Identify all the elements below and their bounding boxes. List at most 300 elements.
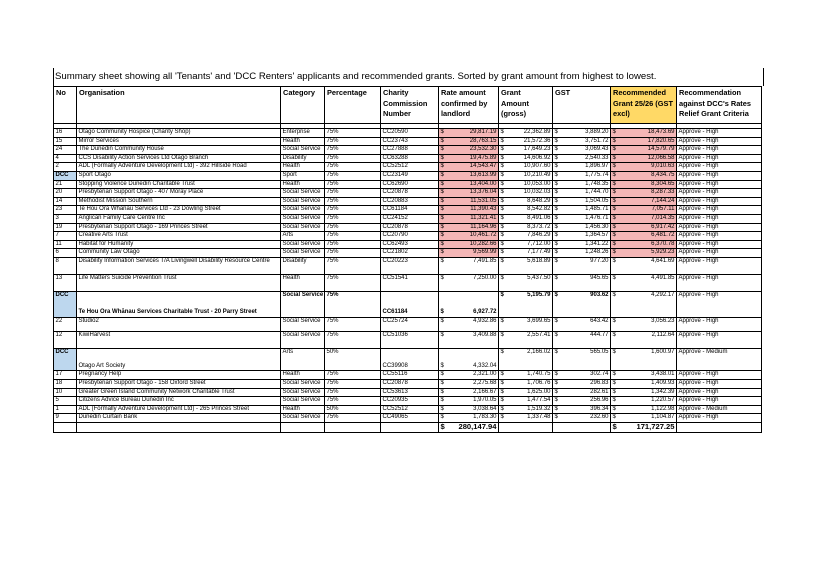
header-rate-amount: Rate amount confirmed by landlord	[439, 87, 499, 124]
gst-amount-value: 1,248.26	[585, 249, 609, 256]
gst-amount	[553, 318, 611, 332]
grants-table	[53, 86, 762, 433]
grant-amount	[499, 180, 553, 189]
grant-amount	[499, 388, 553, 397]
charity-number: CC20878	[381, 223, 439, 232]
organisation-name: Presbyterian Support Otago - 158 Oxford Street	[77, 379, 281, 388]
percentage: 75%	[325, 206, 381, 215]
criteria-recommendation: Approve - Medium	[677, 405, 762, 414]
charity-number: CC39908	[381, 349, 439, 371]
gst-amount-value: 977.20	[590, 257, 609, 264]
currency-symbol: $	[612, 379, 616, 386]
grant-amount	[499, 223, 553, 232]
grant-amount	[499, 257, 553, 274]
currency-symbol: $	[500, 146, 504, 153]
currency-symbol: $	[612, 414, 616, 421]
recommended-grant	[611, 214, 677, 223]
rate-amount-value: 2,166.67	[473, 388, 497, 395]
category: Social Service	[281, 197, 325, 206]
recommended-grant-value: 12,066.58	[647, 154, 675, 161]
rate-amount	[439, 214, 499, 223]
percentage: 75%	[325, 197, 381, 206]
organisation-name: Te Hou Ora Whanau Services Ltd - 23 Dowling Street	[77, 206, 281, 215]
charity-number: CC63288	[381, 154, 439, 163]
category: Health	[281, 137, 325, 146]
grant-amount-value: 1,706.76	[527, 379, 551, 386]
gst-amount-value: 296.83	[590, 379, 609, 386]
gst-amount	[553, 371, 611, 380]
recommended-grant	[611, 371, 677, 380]
table-row	[54, 163, 762, 172]
rate-amount-value: 1,970.05	[473, 397, 497, 404]
rate-amount	[439, 197, 499, 206]
currency-symbol: $	[440, 232, 444, 239]
criteria-recommendation: Approve - High	[677, 223, 762, 232]
recommended-grant-value: 17,820.65	[647, 137, 675, 144]
rate-amount-value: 11,321.41	[470, 214, 497, 221]
recommended-grant-value: 6,370.78	[651, 240, 675, 247]
currency-symbol: $	[440, 189, 444, 196]
totals-empty-cell	[281, 422, 325, 432]
gst-amount	[553, 232, 611, 241]
currency-symbol: $	[554, 240, 558, 247]
grant-amount	[499, 414, 553, 423]
rate-amount	[439, 137, 499, 146]
currency-symbol: $	[554, 257, 558, 264]
category: Social Service	[281, 388, 325, 397]
currency-symbol: $	[440, 318, 444, 325]
currency-symbol: $	[612, 214, 616, 221]
grant-amount	[499, 405, 553, 414]
header-recommended-grant: Recommended Grant 25/26 (GST excl)	[611, 87, 677, 124]
recommended-grant	[611, 223, 677, 232]
charity-number: CC52512	[381, 405, 439, 414]
table-row	[54, 349, 762, 371]
gst-amount-value: 643.42	[590, 318, 609, 325]
gst-amount	[553, 137, 611, 146]
currency-symbol: $	[612, 137, 616, 144]
gst-amount	[553, 129, 611, 138]
rate-amount-value: 19,475.89	[469, 154, 497, 161]
currency-symbol: $	[554, 397, 558, 404]
totals-row	[54, 422, 762, 432]
rate-amount-value: 13,376.04	[469, 189, 497, 196]
row-number: 11	[54, 240, 77, 249]
row-number: 4	[54, 154, 77, 163]
currency-symbol: $	[554, 189, 558, 196]
rate-amount	[439, 349, 499, 371]
percentage: 75%	[325, 331, 381, 348]
gst-amount-value: 1,744.70	[585, 189, 609, 196]
currency-symbol: $	[554, 318, 558, 325]
charity-number: CC51541	[381, 275, 439, 292]
table-row	[54, 171, 762, 180]
row-number: 10	[54, 388, 77, 397]
row-number: 2	[54, 163, 77, 172]
rate-amount-value: 10,282.66	[469, 240, 497, 247]
table-row	[54, 318, 762, 332]
criteria-recommendation: Approve - High	[677, 414, 762, 423]
currency-symbol: $	[612, 232, 616, 239]
organisation-name: Creative Arts Trust	[77, 232, 281, 241]
currency-symbol: $	[500, 180, 504, 187]
table-row	[54, 214, 762, 223]
percentage: 75%	[325, 214, 381, 223]
table-row	[54, 292, 762, 318]
table-row	[54, 257, 762, 274]
organisation-name: Otago Art Society	[77, 349, 281, 371]
rate-amount	[439, 223, 499, 232]
row-number: DCC	[54, 171, 77, 180]
rate-amount-value: 2,321.00	[473, 371, 497, 378]
rate-amount-value: 4,332.04	[473, 362, 497, 369]
currency-symbol: $	[554, 154, 558, 161]
recommended-grant	[611, 275, 677, 292]
organisation-name: Pregnancy Help	[77, 371, 281, 380]
row-number: 8	[54, 257, 77, 274]
table-row	[54, 371, 762, 380]
grant-amount	[499, 137, 553, 146]
currency-symbol: $	[554, 197, 558, 204]
currency-symbol: $	[612, 371, 616, 378]
criteria-recommendation: Approve - High	[677, 154, 762, 163]
category: Social Service	[281, 414, 325, 423]
currency-symbol: $	[500, 257, 504, 264]
currency-symbol: $	[612, 163, 616, 170]
frame-right-line	[763, 68, 764, 86]
grant-amount	[499, 349, 553, 371]
currency-symbol: $	[440, 331, 444, 338]
percentage: 75%	[325, 137, 381, 146]
totals-empty-cell	[381, 422, 439, 432]
row-number: 21	[54, 180, 77, 189]
criteria-recommendation: Approve - High	[677, 146, 762, 155]
gst-amount	[553, 171, 611, 180]
gst-amount	[553, 223, 611, 232]
grant-amount-value: 7,712.00	[527, 240, 551, 247]
currency-symbol: $	[500, 371, 504, 378]
grant-amount	[499, 292, 553, 318]
currency-symbol: $	[440, 223, 444, 230]
rate-amount	[439, 171, 499, 180]
recommended-grant	[611, 146, 677, 155]
organisation-name: Otago Community Hospice (Charity Shop)	[77, 129, 281, 138]
recommended-grant-value: 7,014.35	[651, 214, 675, 221]
percentage: 75%	[325, 371, 381, 380]
grant-amount-value: 1,477.54	[527, 397, 551, 404]
organisation-name: Te Hou Ora Whānau Services Charitable Trust - 20 Parry Street	[77, 292, 281, 318]
table-row	[54, 388, 762, 397]
charity-number: CC20790	[381, 232, 439, 241]
category: Disability	[281, 154, 325, 163]
organisation-name: Stopping Violence Dunedin Charitable Trust	[77, 180, 281, 189]
rate-amount	[439, 154, 499, 163]
currency-symbol: $	[440, 146, 444, 153]
gst-amount-value: 1,476.71	[585, 214, 609, 221]
grant-amount	[499, 331, 553, 348]
currency-symbol: $	[440, 206, 444, 213]
organisation-name: ADL (Formally Adventure Development Ltd) - 265 Princes Street	[77, 405, 281, 414]
currency-symbol: $	[500, 249, 504, 256]
category: Social Service	[281, 397, 325, 406]
row-number: 23	[54, 206, 77, 215]
table-body	[54, 124, 762, 433]
row-number: 1	[54, 405, 77, 414]
rate-amount	[439, 414, 499, 423]
criteria-recommendation: Approve - High	[677, 275, 762, 292]
rate-amount-value: 7,250.00	[473, 275, 497, 282]
recommended-grant-value: 8,434.75	[651, 171, 675, 178]
organisation-name: ADL (Formally Adventure Development Ltd) - 392 Hillside Road	[77, 163, 281, 172]
grant-amount-value: 10,053.00	[523, 180, 551, 187]
criteria-recommendation: Approve - High	[677, 163, 762, 172]
grant-amount-value: 10,032.03	[523, 189, 551, 196]
table-row	[54, 206, 762, 215]
currency-symbol: $	[500, 240, 504, 247]
recommended-grant	[611, 257, 677, 274]
currency-symbol: $	[612, 249, 616, 256]
percentage: 75%	[325, 397, 381, 406]
gst-amount	[553, 257, 611, 274]
organisation-name: Life Matters Suicide Prevention Trust	[77, 275, 281, 292]
criteria-recommendation: Approve - High	[677, 388, 762, 397]
percentage: 75%	[325, 257, 381, 274]
gst-amount-value: 444.77	[590, 331, 609, 338]
percentage: 75%	[325, 129, 381, 138]
table-row	[54, 129, 762, 138]
charity-number: CC20878	[381, 189, 439, 198]
gst-amount	[553, 163, 611, 172]
charity-number: CC21802	[381, 249, 439, 258]
rate-amount-value: 11,390.43	[470, 206, 497, 213]
header-grant-amount: Grant Amount (gross)	[499, 87, 553, 124]
organisation-name: The Dunedin Community House	[77, 146, 281, 155]
currency-symbol: $	[612, 146, 616, 153]
gst-amount-value: 1,456.30	[585, 223, 609, 230]
gst-amount-value: 903.62	[590, 292, 609, 299]
grant-amount-value: 1,740.75	[527, 371, 551, 378]
percentage: 50%	[325, 349, 381, 371]
charity-number: CC25724	[381, 318, 439, 332]
gst-amount	[553, 189, 611, 198]
gst-amount	[553, 275, 611, 292]
recommended-grant	[611, 232, 677, 241]
header-criteria: Recommendation against DCC's Rates Relief Grant Criteria	[677, 87, 762, 124]
criteria-recommendation: Approve - High	[677, 397, 762, 406]
grant-amount-value: 7,177.49	[527, 249, 551, 256]
currency-symbol: $	[612, 331, 616, 338]
recommended-grant-value: 7,057.11	[651, 206, 675, 213]
currency-symbol: $	[440, 414, 444, 421]
rate-amount	[439, 318, 499, 332]
row-number: 14	[54, 197, 77, 206]
rate-amount-value: 13,613.99	[469, 171, 497, 178]
criteria-recommendation: Approve - High	[677, 257, 762, 274]
currency-symbol: $	[612, 129, 616, 135]
rate-amount-value: 3,038.64	[473, 405, 497, 412]
category: Social Service	[281, 292, 325, 318]
currency-symbol: $	[500, 388, 504, 395]
gst-amount-value: 256.96	[590, 397, 609, 404]
charity-number: CC23149	[381, 171, 439, 180]
gst-amount	[553, 249, 611, 258]
recommended-grant	[611, 180, 677, 189]
category: Social Service	[281, 318, 325, 332]
charity-number: CC52512	[381, 163, 439, 172]
table-row	[54, 146, 762, 155]
criteria-recommendation: Approve - High	[677, 206, 762, 215]
currency-symbol: $	[612, 223, 616, 230]
currency-symbol: $	[612, 197, 616, 204]
rate-amount-value: 6,927.72	[473, 309, 497, 316]
grant-amount	[499, 379, 553, 388]
currency-symbol: $	[500, 379, 504, 386]
rate-amount-value: 14,543.47	[469, 163, 497, 170]
recommended-grant-value: 4,292.17	[651, 292, 675, 299]
percentage: 75%	[325, 318, 381, 332]
total-recommended-grant-value: 171,727.25	[636, 422, 675, 431]
organisation-name: Mirror Services	[77, 137, 281, 146]
grant-amount	[499, 146, 553, 155]
percentage: 75%	[325, 249, 381, 258]
row-number: DCC	[54, 349, 77, 371]
percentage: 75%	[325, 223, 381, 232]
grant-amount	[499, 240, 553, 249]
currency-symbol: $	[554, 331, 558, 338]
table-row	[54, 137, 762, 146]
recommended-grant	[611, 240, 677, 249]
currency-symbol: $	[612, 189, 616, 196]
category: Enterprise	[281, 129, 325, 138]
organisation-name: Dunedin Curtain Bank	[77, 414, 281, 423]
gst-amount	[553, 414, 611, 423]
currency-symbol: $	[612, 257, 616, 264]
grant-amount-value: 22,362.89	[523, 129, 551, 135]
rate-amount	[439, 232, 499, 241]
currency-symbol: $	[500, 171, 504, 178]
recommended-grant-value: 2,112.64	[651, 331, 675, 338]
percentage: 75%	[325, 232, 381, 241]
currency-symbol: $	[440, 309, 444, 316]
row-number: 15	[54, 137, 77, 146]
header-gst: GST	[553, 87, 611, 124]
table-row	[54, 197, 762, 206]
header-charity-number: Charity Commission Number	[381, 87, 439, 124]
grant-amount	[499, 397, 553, 406]
grant-amount-value: 2,166.02	[527, 349, 551, 356]
currency-symbol: $	[554, 249, 558, 256]
currency-symbol: $	[554, 171, 558, 178]
currency-symbol: $	[554, 137, 558, 144]
percentage: 75%	[325, 379, 381, 388]
category: Disability	[281, 257, 325, 274]
criteria-recommendation: Approve - High	[677, 214, 762, 223]
recommended-grant-value: 4,641.69	[651, 257, 675, 264]
currency-symbol: $	[440, 240, 444, 247]
recommended-grant-value: 3,438.01	[651, 371, 675, 378]
row-number: 3	[54, 214, 77, 223]
gst-amount	[553, 206, 611, 215]
total-recommended-grant	[611, 422, 677, 432]
grant-amount-value: 1,519.32	[527, 405, 551, 412]
gst-amount-value: 396.34	[590, 405, 609, 412]
recommended-grant	[611, 292, 677, 318]
grant-amount	[499, 163, 553, 172]
category: Social Service	[281, 214, 325, 223]
currency-symbol: $	[500, 232, 504, 239]
currency-symbol: $	[500, 206, 504, 213]
recommended-grant	[611, 388, 677, 397]
gst-amount-value: 945.65	[590, 275, 609, 282]
criteria-recommendation: Approve - High	[677, 292, 762, 318]
category: Health	[281, 163, 325, 172]
header-row	[54, 87, 762, 124]
recommended-grant-value: 8,304.65	[651, 180, 675, 187]
currency-symbol: $	[554, 388, 558, 395]
organisation-name: CCS Disability Action Services Ltd Otago Branch	[77, 154, 281, 163]
rate-amount	[439, 180, 499, 189]
charity-number: CC53613	[381, 388, 439, 397]
totals-empty-cell	[77, 422, 281, 432]
rate-amount-value: 28,763.15	[469, 137, 497, 144]
recommended-grant-value: 1,409.93	[651, 379, 675, 386]
currency-symbol: $	[440, 171, 444, 178]
rate-amount-value: 1,783.30	[473, 414, 497, 421]
currency-symbol: $	[612, 405, 616, 412]
recommended-grant	[611, 331, 677, 348]
currency-symbol: $	[612, 180, 616, 187]
recommended-grant	[611, 189, 677, 198]
category: Health	[281, 180, 325, 189]
recommended-grant-value: 9,010.63	[651, 163, 675, 170]
currency-symbol: $	[612, 349, 616, 356]
currency-symbol: $	[612, 292, 616, 299]
currency-symbol: $	[440, 257, 444, 264]
table-row	[54, 414, 762, 423]
grant-amount-value: 1,337.48	[527, 414, 551, 421]
organisation-name: Studio2	[77, 318, 281, 332]
recommended-grant	[611, 197, 677, 206]
currency-symbol: $	[500, 154, 504, 161]
grant-amount	[499, 171, 553, 180]
currency-symbol: $	[554, 163, 558, 170]
grant-amount-value: 1,625.00	[527, 388, 551, 395]
rate-amount	[439, 331, 499, 348]
recommended-grant	[611, 154, 677, 163]
recommended-grant-value: 18,473.69	[647, 129, 675, 135]
currency-symbol: $	[500, 214, 504, 221]
currency-symbol: $	[612, 397, 616, 404]
rate-amount	[439, 257, 499, 274]
category: Social Service	[281, 240, 325, 249]
currency-symbol: $	[440, 371, 444, 378]
category: Social Service	[281, 379, 325, 388]
currency-symbol: $	[554, 206, 558, 213]
charity-number: CC61184	[381, 206, 439, 215]
table-row	[54, 405, 762, 414]
criteria-recommendation: Approve - High	[677, 249, 762, 258]
category: Social Service	[281, 331, 325, 348]
currency-symbol: $	[440, 214, 444, 221]
percentage: 50%	[325, 405, 381, 414]
charity-number: CC61184	[381, 292, 439, 318]
recommended-grant	[611, 171, 677, 180]
grant-amount	[499, 206, 553, 215]
rate-amount-value: 9,569.99	[473, 249, 497, 256]
header-no: No	[54, 87, 77, 124]
grant-amount-value: 14,606.92	[523, 154, 551, 161]
header-percentage: Percentage	[325, 87, 381, 124]
